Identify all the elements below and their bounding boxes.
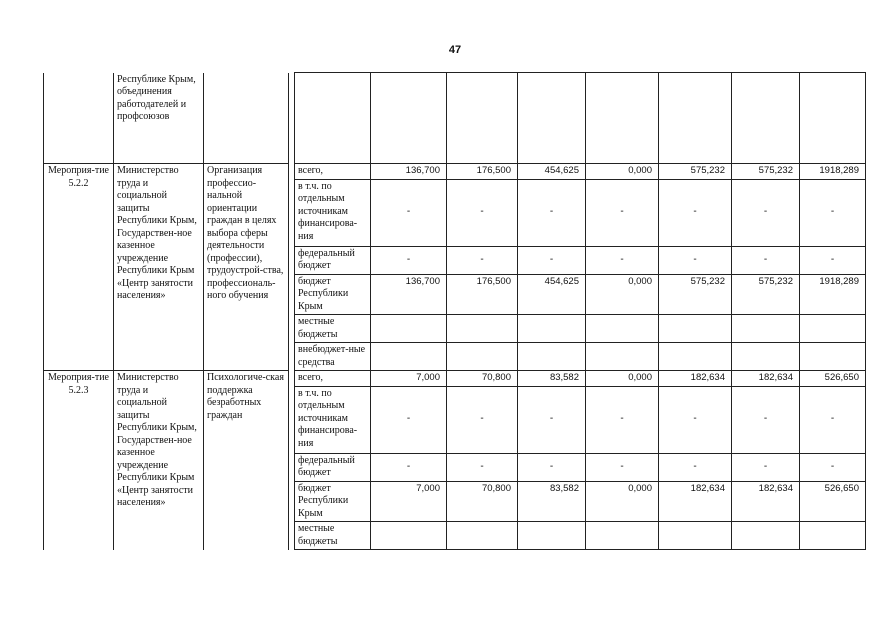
value-cell: 454,625 (518, 164, 586, 180)
value-cell: - (447, 386, 518, 453)
value-cell: - (800, 179, 866, 246)
value-cell: 70,800 (447, 371, 518, 387)
value-cell: 0,000 (586, 371, 659, 387)
funding-source-label: в т.ч. по отдельным источникам финансирова-ния (295, 386, 371, 453)
value-cell: - (371, 386, 447, 453)
value-cell: - (732, 246, 800, 274)
value-cell: 1918,289 (800, 164, 866, 180)
value-cell: - (518, 453, 586, 481)
value-cell: - (447, 453, 518, 481)
value-cell: 575,232 (659, 274, 732, 315)
value-cell: 0,000 (586, 164, 659, 180)
value-cell: 0,000 (586, 481, 659, 522)
funding-source-label: в т.ч. по отдельным источникам финансирова-ния (295, 179, 371, 246)
value-cell: - (732, 386, 800, 453)
value-cell: 176,500 (447, 274, 518, 315)
value-cell: 575,232 (659, 164, 732, 180)
value-cell: - (659, 386, 732, 453)
value-cell: - (518, 386, 586, 453)
value-cell: 0,000 (586, 274, 659, 315)
value-cell: - (371, 179, 447, 246)
continuation-row (44, 73, 866, 164)
value-cell: 83,582 (518, 371, 586, 387)
value-cell: - (800, 246, 866, 274)
value-cell: 136,700 (371, 274, 447, 315)
table-row (44, 164, 866, 180)
funding-source-label: всего, (295, 164, 371, 180)
value-cell: 182,634 (659, 371, 732, 387)
executor-cell: Министерство труда и социальной защиты Республики Крым, Государствен-ное казенное учреждение Республики Крым «Центр занятости населения» (114, 371, 204, 550)
value-cell: - (732, 453, 800, 481)
value-cell: - (586, 386, 659, 453)
description-cell: Организация профессио-нальной ориентации граждан в целях выбора сферы деятельности (профессии), трудоустрой-ства, профессиональ-ного обучения (204, 164, 289, 371)
value-cell: 575,232 (732, 164, 800, 180)
page-number: 47 (448, 44, 462, 56)
value-cell: 454,625 (518, 274, 586, 315)
funding-source-label: местные бюджеты (295, 522, 371, 550)
value-cell: 7,000 (371, 371, 447, 387)
value-cell: - (447, 246, 518, 274)
value-cell: - (586, 246, 659, 274)
value-cell: 182,634 (659, 481, 732, 522)
funding-source-label: бюджет Республики Крым (295, 274, 371, 315)
value-cell: - (800, 453, 866, 481)
value-cell: - (447, 179, 518, 246)
value-cell: - (659, 453, 732, 481)
value-cell: 176,500 (447, 164, 518, 180)
funding-source-label: всего, (295, 371, 371, 387)
measure-id-cell: Мероприя-тие 5.2.3 (44, 371, 114, 550)
value-cell: 526,650 (800, 481, 866, 522)
value-cell: - (371, 246, 447, 274)
value-cell: 136,700 (371, 164, 447, 180)
executor-cell: Министерство труда и социальной защиты Республики Крым, Государствен-ное казенное учреждение Республики Крым «Центр занятости населения» (114, 164, 204, 371)
funding-source-label: федеральный бюджет (295, 453, 371, 481)
value-cell: - (586, 179, 659, 246)
funding-source-label: бюджет Республики Крым (295, 481, 371, 522)
value-cell: 182,634 (732, 481, 800, 522)
value-cell: 7,000 (371, 481, 447, 522)
value-cell: - (732, 179, 800, 246)
funding-source-label: федеральный бюджет (295, 246, 371, 274)
description-cell: Психологиче-ская поддержка безработных граждан (204, 371, 289, 550)
value-cell: - (659, 179, 732, 246)
value-cell: - (518, 246, 586, 274)
funding-source-label: местные бюджеты (295, 315, 371, 343)
value-cell: - (586, 453, 659, 481)
executor-cell: Республике Крым, объединения работодателей и профсоюзов (114, 73, 204, 164)
measure-id-cell: Мероприя-тие 5.2.2 (44, 164, 114, 371)
value-cell: - (659, 246, 732, 274)
value-cell: 1918,289 (800, 274, 866, 315)
funding-table (43, 72, 866, 550)
funding-source-label: внебюджет-ные средства (295, 343, 371, 371)
value-cell: - (371, 453, 447, 481)
value-cell: 83,582 (518, 481, 586, 522)
value-cell: - (518, 179, 586, 246)
table-row (44, 371, 866, 387)
value-cell: 575,232 (732, 274, 800, 315)
value-cell: 526,650 (800, 371, 866, 387)
value-cell: - (800, 386, 866, 453)
value-cell: 70,800 (447, 481, 518, 522)
value-cell: 182,634 (732, 371, 800, 387)
